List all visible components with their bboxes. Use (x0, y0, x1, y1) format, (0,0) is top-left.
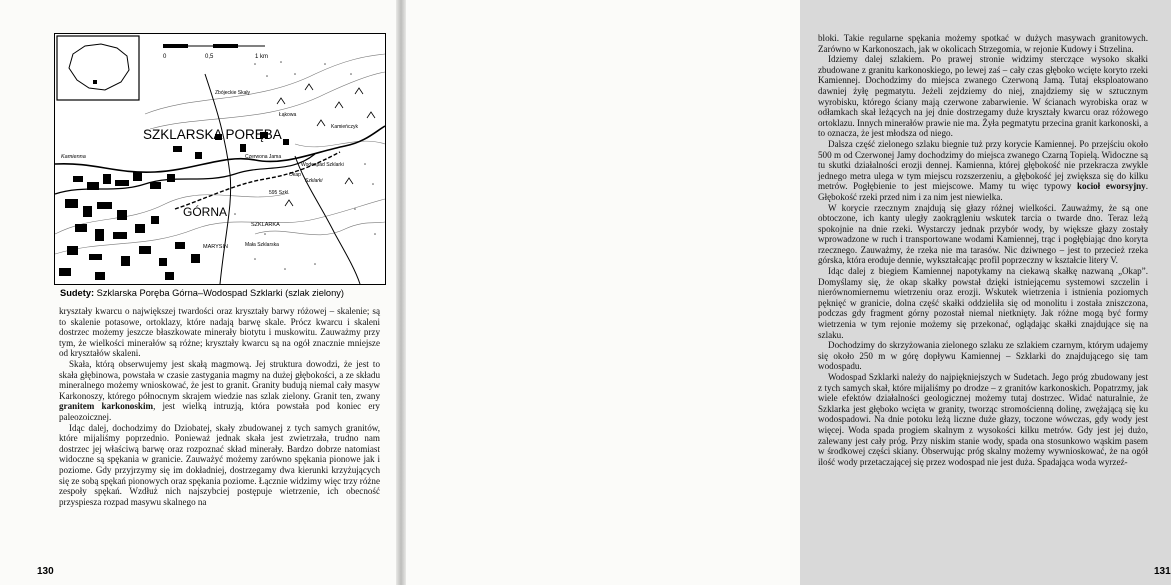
right-paragraph-3: Dalsza część zielonego szlaku biegnie tuż przy korycie Kamiennej. Po przejściu około 500 m od Czerwonej Jamy dochodzimy do miejsca zwanego Czarną Topielą. Widoczne są tu skutki działalności erozji dennej. Kamienna, której głębokość nie przekracza zwykle jednego metra ulega w tym miejscu rozszerzeniu, a głębokość jej zwiększa się do kilku metrów. Pogłębienie to jest miejscowe. Mamy tu więc typowy kocioł eworsyjny. Głębokość rzeki przed nim i za nim jest niewielka. (818, 138, 1149, 202)
scale-mid: 0,5 (205, 54, 214, 60)
map-label-9: Kamieńczyk (331, 124, 358, 130)
map-label-6: MARYSIN (203, 244, 228, 250)
right-paragraph-6: Dochodzimy do skrzyżowania zielonego szlaku ze szlakiem czarnym, którym udajemy się około 250 m w górę dopływu Kamiennej – Szklarki do znajdującego się tam wodospadu. (818, 340, 1148, 372)
caption-lead: Sudety: (60, 288, 95, 298)
scale-end: 1 km (255, 54, 269, 60)
town-second-label: GÓRNA (183, 205, 228, 219)
map-label-4: Zbójeckie Skały (215, 90, 251, 96)
rock-symbols (277, 84, 375, 206)
map-label-0: Kamienna (61, 154, 86, 160)
left-paragraph-2: Skała, którą obserwujemy jest skałą magmową. Jej struktura dowodzi, że jest to skała głębinowa, powstała w czasie zastygania magmy na dużej głębokości, a ze składu mineralnego możemy wnioskować, że jest to granit. Granity budują niemal cały masyw Karkonoszy, którego północnym skrajem wiedzie nas szlak zielony. Granit ten, zwany granitem karkonoskim, jest wielką intruzją, która powstała pod koniec ery paleozoicznej. (59, 358, 380, 422)
stream-szklarki (295, 156, 360, 284)
map-label-1: Wodospad Szklarki (301, 162, 344, 168)
trail-map (54, 33, 386, 285)
map-graphic (55, 34, 385, 284)
map-label-8: Mała Szklarska (245, 242, 279, 248)
town-main-label: SZKLARSKA PORĘBA (143, 127, 282, 142)
left-page (0, 0, 400, 585)
page-number-left: 130 (37, 566, 54, 577)
right-page-text (818, 33, 1148, 467)
caption-text: Szklarska Poręba Górna–Wodospad Szklarki (szlak zielony) (94, 288, 345, 298)
map-label-5: Łąkowa (279, 112, 297, 118)
left-paragraph-3: Idąc dalej, dochodzimy do Dziobatej, skały zbudowanej z tych samych granitów, które mijaliśmy poprzednio. Ponieważ jednak skała jest zwietrzała, trudno nam dostrzec jej właściwą barwę oraz rozpoznać skład minerały. Bardzo dobrze natomiast widoczne są spękania w granicie. Zauważyć możemy zarówno spękania pionowe jak i poziome. Gdy przyjrzymy się im dokładniej, dostrzegamy dwa kierunki krzyżujących się ze sobą spękań pionowych oraz spękania poziome. Łącznie widzimy więc trzy różne zespoły spękań. Wzdłuż nich najszybciej postępuje wietrzenie, ich obecność przyspiesza rozpad masywu skalnego na (59, 422, 380, 507)
term-kociol-eworsyjny: kocioł eworsyjny (1076, 181, 1146, 192)
map-caption (60, 288, 380, 298)
inset-marker (93, 80, 97, 84)
right-paragraph-1: bloki. Takie regularne spękania możemy spotkać w dużych masywach granitowych. Zarówno w Karkonoszach, jak w okolicach Strzegomia, w rejonie Kudowy i Strzelina. (818, 33, 1148, 54)
map-label-10: Okap (289, 172, 301, 178)
left-paragraph-1: kryształy kwarcu o największej twardości oraz kryształy barwy różowej – skalenie; są to skalenie potasowe, ortoklazy, które nadają barwę skale. Prócz kwarcu i skaleni dostrzec możemy jeszcze błaszkowate minerały biotytu i muskowitu. Zauważmy przy tym, że wielkości minerałów są różne; kryształy kwarcu są na ogół znacznie mniejsze od kryształów skaleni. (59, 306, 380, 359)
page-number-right: 131 (1154, 566, 1171, 577)
map-label-11: 595 Szkl. (269, 190, 290, 196)
right-paragraph-4: W korycie rzecznym znajdują się głazy różnej wielkości. Zauważmy, że są one obtoczone, ich kanty uległy zaokrągleniu wskutek tarcia o twarde dno. Teraz leżą spokojnie na dnie rzeki. Wystarczy jednak przybór wody, by większe głazy zostały wprowadzone w ruch i transportowane wodami Kamiennej, trąc i pogłębiając dno koryta rzecznego. Zauważmy, że rzeka nie ma tarasów. Nic dziwnego – jest to przecież rzeka górska, która eroduje dennie, wykształcając profil poprzeczny w kształcie litery V. (818, 202, 1148, 266)
map-label-7: SZKLARKA (251, 222, 280, 228)
right-paragraph-2: Idziemy dalej szlakiem. Po prawej stronie widzimy sterczące wysoko skałki zbudowane z granitu karkonoskiego, po lewej zaś – cały czas głęboko wcięte koryto rzeki Kamiennej. Dochodzimy do miejsca zwanego Czerwoną Jamą. Tutaj eksploatowano dawniej żyłę pegmatytu. Jeżeli zejdziemy do niej, znajdziemy się w sztucznym wyrobisku, którego ściany mają czerwone zabarwienie. W ścianach wyrobiska oraz w odłamkach skał leżących na jej dnie dostrzegamy duże kryształy kwarcu oraz różowego ortoklazu. Innych minerałów prawie nie ma. Żyła pegmatytu przecina granit karkonoski, a to oznacza, że jest młodsza od niego. (818, 54, 1148, 139)
scale-zero: 0 (163, 54, 167, 60)
term-granit-karkonoski: granitem karkonoskim (59, 401, 154, 412)
right-page (400, 0, 1171, 585)
right-paragraph-7: Wodospad Szklarki należy do najpiękniejszych w Sudetach. Jego próg zbudowany jest z tych samych skał, które mijaliśmy po drodze – z granitów karkonoskich. Popatrzmy, jak wiele efektów działalności geologicznej możemy tutaj dostrzec. Widać naturalnie, że Szklarka jest głęboko wcięta w granity, tworząc stromościenną dolinę, zwężającą się ku wodospadowi. Na dnie potoku leżą liczne duże głazy, toczone wówczas, gdy wody jest więcej. Woda spada progiem skalnym z wysokości kilku metrów. Gdy jest jej dużo, zalewany jest cały próg. Przy niskim stanie wody, spada ona stosunkowo wąskim pasem w środkowej części skiany. Obserwując próg skalny możemy wywnioskować, że na ogół ilość wody przetaczającej się przez wodospad nie jest duża. Spadająca woda wyrzeź- (818, 372, 1148, 467)
left-page-text (59, 306, 380, 507)
book-gutter (396, 0, 406, 585)
map-label-3: Czerwona Jama (245, 154, 282, 160)
map-label-2: Szklarki (305, 178, 323, 184)
right-paragraph-5: Idąc dalej z biegiem Kamiennej napotykamy na ciekawą skałkę nazwaną „Okap”. Domyślamy się, że okap skałky powstał dzięki istniejącemu systemowi szczelin i nierównomiernemu wietrzeniu oraz erozji. Wskutek wietrzenia i istnienia poziomych pęknięć w granicie, dolna część skałki oddzieliła się od monolitu i została zniszczona, podczas gdy fragment górny pozostał niemal nietknięty. Jak różne mogą być formy wietrzenia w tym rejonie możemy się przekonać, oglądając skałki znajdujące się na szlaku. (818, 266, 1148, 340)
